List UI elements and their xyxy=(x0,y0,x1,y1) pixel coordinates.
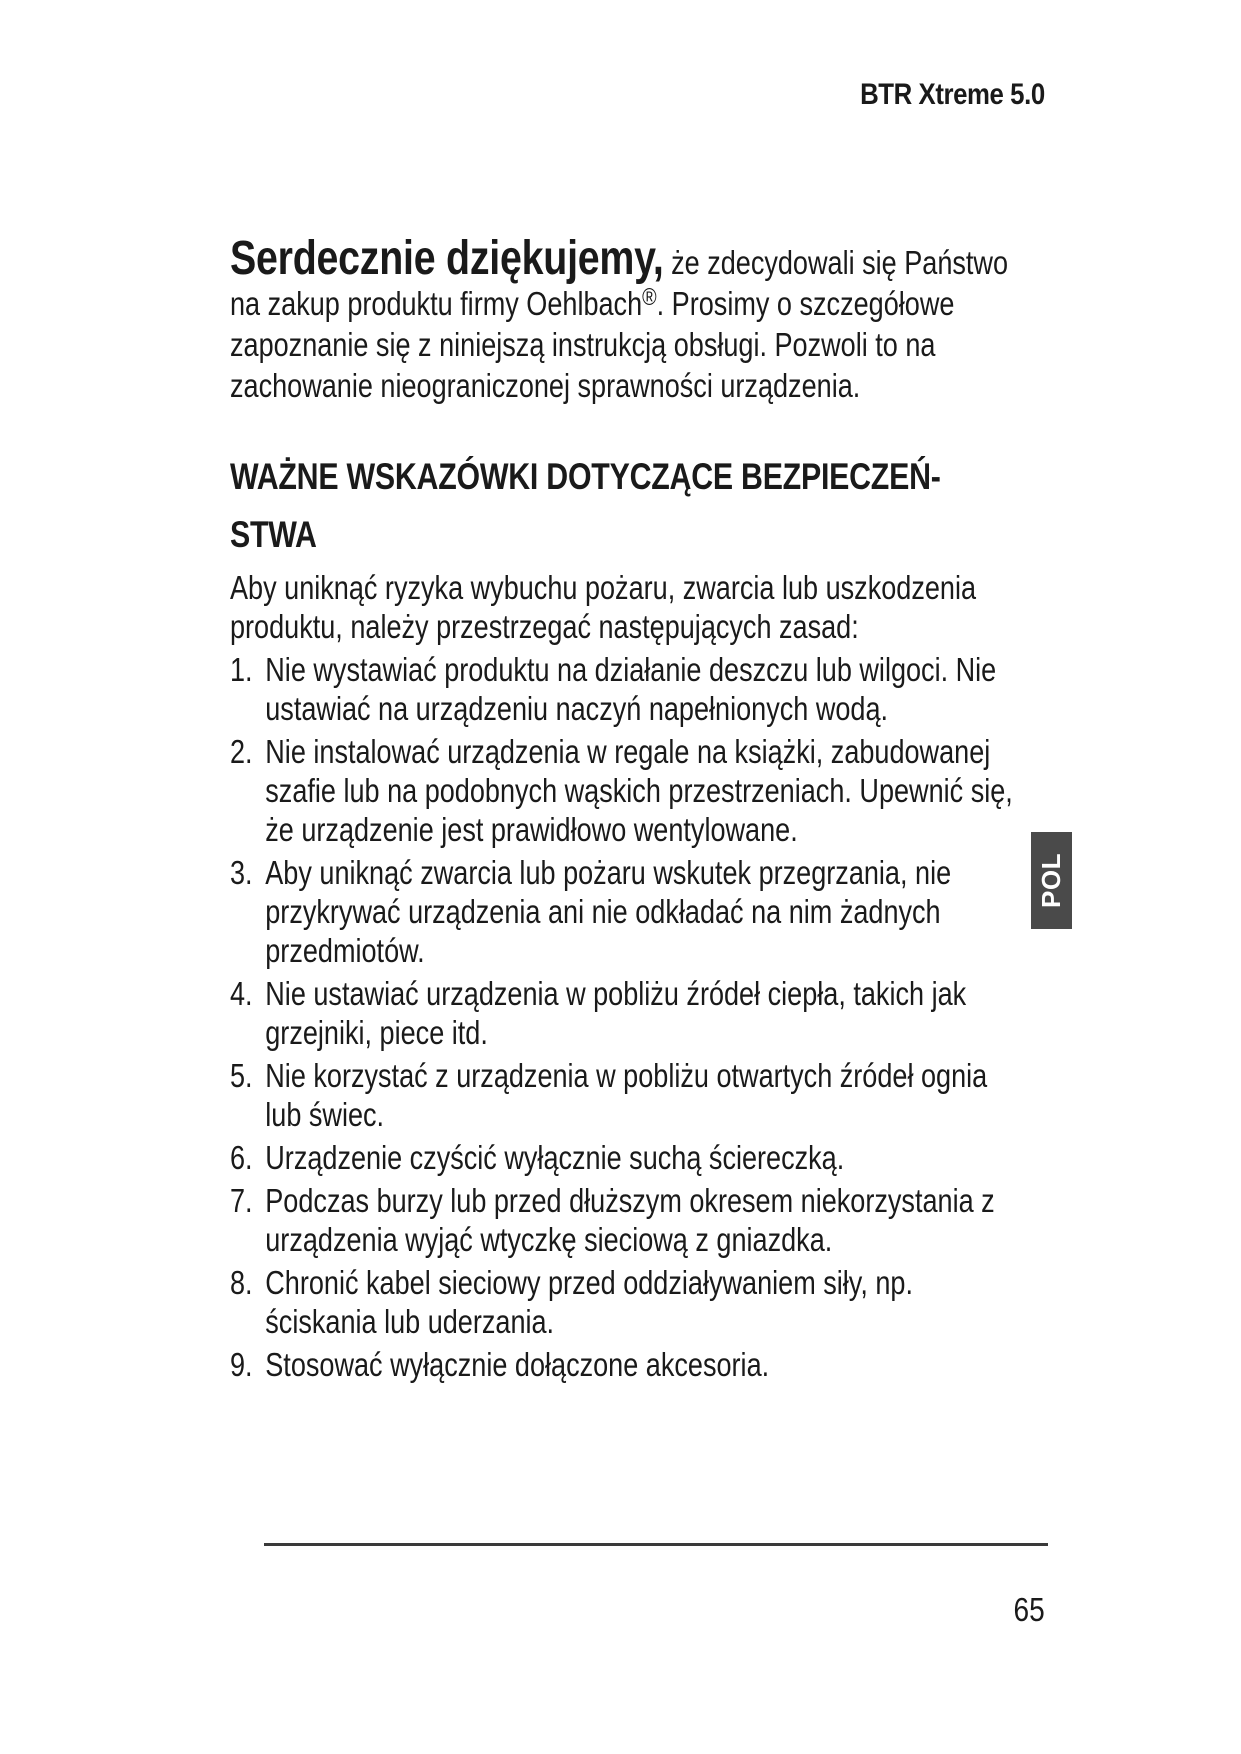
page-number: 65 xyxy=(1013,1591,1045,1628)
list-item-number: 4. xyxy=(230,975,253,1012)
safety-heading-line1: WAŻNE WSKAZÓWKI DOTYCZĄCE BEZPIECZEŃ- xyxy=(230,456,941,497)
list-item xyxy=(230,1263,1030,1341)
language-tab-label: POL xyxy=(1036,853,1067,908)
content-column xyxy=(230,232,1030,1384)
list-item-number: 6. xyxy=(230,1139,253,1176)
list-item-number: 5. xyxy=(230,1057,253,1094)
list-item-text: Nie instalować urządzenia w regale na książki, zabudowanej szafie lub na podobnych wąskich przestrzeniach. Upewnić się, że urządzenie jest prawidłowo wentylowane. xyxy=(265,733,1013,848)
list-item-text: Podczas burzy lub przed dłuższym okresem niekorzystania z urządzenia wyjąć wtyczkę sieciową z gniazdka. xyxy=(265,1182,995,1258)
list-item-text: Stosować wyłącznie dołączone akcesoria. xyxy=(265,1346,770,1383)
list-item-text: Nie korzystać z urządzenia w pobliżu otwartych źródeł ognia lub świec. xyxy=(265,1057,988,1133)
product-title-header: BTR Xtreme 5.0 xyxy=(860,78,1045,111)
footer-divider xyxy=(264,1543,1048,1546)
intro-text-before-mark: że zdecydowali się Państwo na zakup produktu firmy Oehlbach xyxy=(230,244,1009,322)
list-item-text: Urządzenie czyścić wyłącznie suchą ściereczką. xyxy=(265,1139,845,1176)
list-item-text: Aby uniknąć zwarcia lub pożaru wskutek przegrzania, nie przykrywać urządzenia ani nie odkładać na nim żadnych przedmiotów. xyxy=(265,854,952,969)
list-item-number: 9. xyxy=(230,1346,253,1383)
list-item-number: 8. xyxy=(230,1264,253,1301)
list-item xyxy=(230,853,1030,970)
intro-text-after-mark: . Prosimy o szczegółowe zapoznanie się z niniejszą instrukcją obsługi. Pozwoli to na zachowanie nieograniczonej sprawności urządzenia. xyxy=(230,285,955,404)
list-item xyxy=(230,1345,1030,1384)
intro-lead: Serdecznie dziękujemy, xyxy=(230,232,664,285)
safety-heading xyxy=(230,448,1030,564)
registered-mark: ® xyxy=(642,284,657,311)
list-item-number: 3. xyxy=(230,854,253,891)
list-item xyxy=(230,732,1030,849)
list-item-text: Nie wystawiać produktu na działanie deszczu lub wilgoci. Nie ustawiać na urządzeniu naczyń napełnionych wodą. xyxy=(265,651,997,727)
list-item-number: 2. xyxy=(230,733,253,770)
list-item-number: 1. xyxy=(230,651,253,688)
list-item xyxy=(230,650,1030,728)
safety-heading-line2: STWA xyxy=(230,514,317,555)
list-item-number: 7. xyxy=(230,1182,253,1219)
list-item-text: Chronić kabel sieciowy przed oddziaływaniem siły, np. ściskania lub uderzania. xyxy=(265,1264,913,1340)
safety-rules-list xyxy=(230,650,1030,1384)
list-item xyxy=(230,974,1030,1052)
safety-intro: Aby uniknąć ryzyka wybuchu pożaru, zwarcia lub uszkodzenia produktu, należy przestrzegać następujących zasad: xyxy=(230,569,977,645)
page-content xyxy=(230,232,1030,1388)
list-item xyxy=(230,1181,1030,1259)
list-item xyxy=(230,1056,1030,1134)
list-item-text: Nie ustawiać urządzenia w pobliżu źródeł ciepła, takich jak grzejniki, piece itd. xyxy=(265,975,967,1051)
language-tab xyxy=(1031,832,1072,929)
intro-paragraph xyxy=(230,232,1030,406)
list-item xyxy=(230,1138,1030,1177)
